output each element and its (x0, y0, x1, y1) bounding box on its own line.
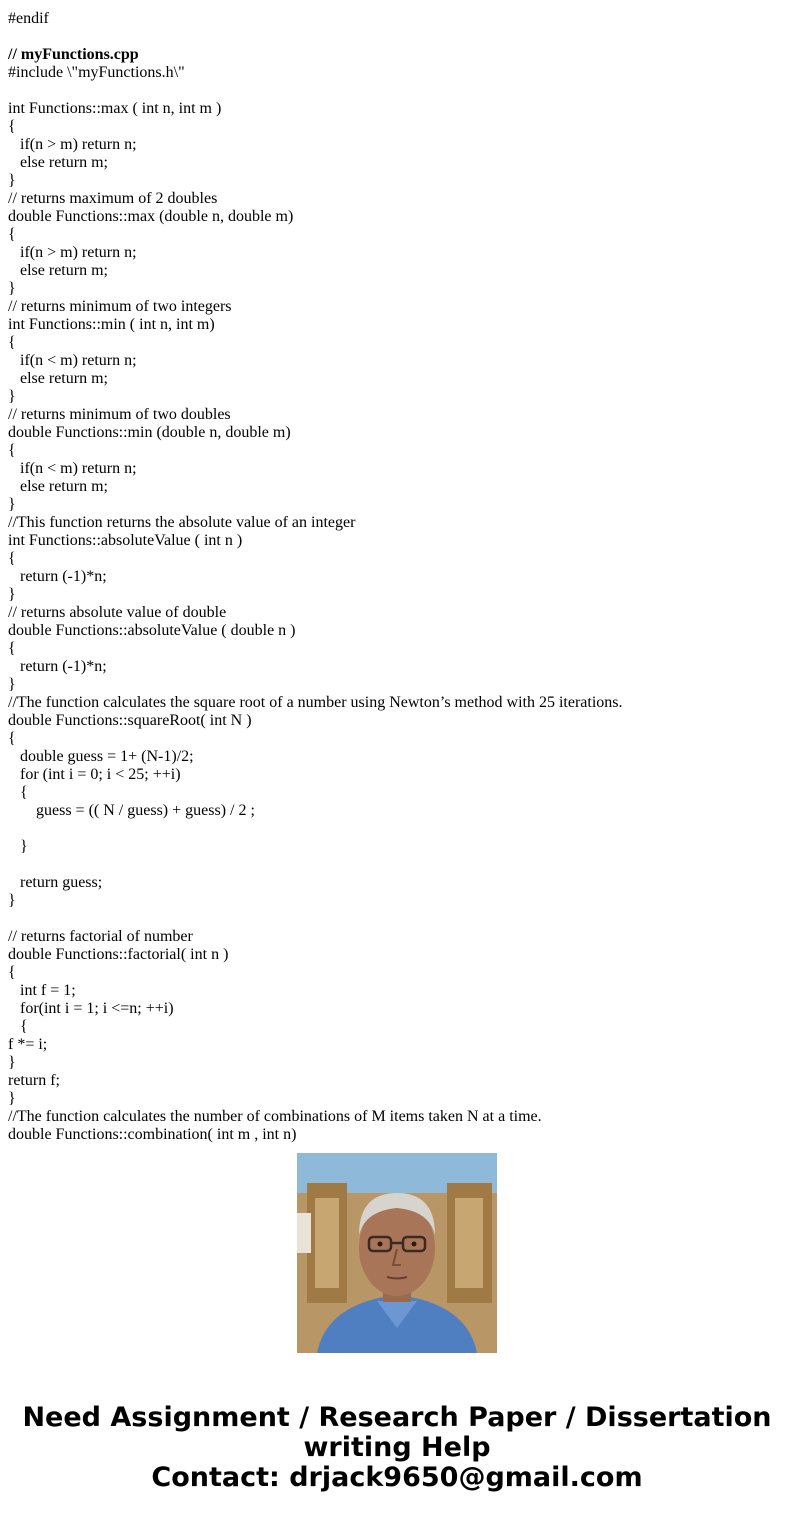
code-line: } (8, 892, 16, 909)
code-line: } (8, 676, 16, 693)
code-line: { (8, 1018, 28, 1035)
code-line: //The function calculates the number of combinations of M items taken N at a time. (8, 1108, 542, 1125)
code-line: #endif (8, 10, 49, 27)
code-line: } (8, 388, 16, 405)
code-listing (8, 10, 788, 1143)
code-line: double Functions::max (double n, double m) (8, 208, 294, 225)
code-line: int Functions::min ( int n, int m) (8, 316, 215, 333)
code-line: } (8, 838, 28, 855)
code-line: #include \"myFunctions.h\" (8, 64, 185, 81)
banner-line-1: Need Assignment / Research Paper / Dissertation (22, 1402, 772, 1433)
code-line: } (8, 1054, 16, 1071)
code-line (8, 28, 788, 46)
code-line: return (-1)*n; (8, 658, 107, 675)
code-line: } (8, 586, 16, 603)
code-line: return (-1)*n; (8, 568, 107, 585)
code-line: //This function returns the absolute value of an integer (8, 514, 356, 531)
banner-line-3: Contact: drjack9650@gmail.com (151, 1462, 643, 1493)
code-line: return f; (8, 1072, 60, 1089)
code-line: { (8, 784, 28, 801)
code-line: if(n > m) return n; (8, 136, 137, 153)
code-line: { (8, 334, 16, 351)
code-line: // returns factorial of number (8, 928, 193, 945)
code-line (8, 856, 788, 874)
code-line: { (8, 640, 16, 657)
code-line: else return m; (8, 262, 108, 279)
code-line: int Functions::max ( int n, int m ) (8, 100, 222, 117)
code-line: //The function calculates the square root of a number using Newton’s method with 25 iterations. (8, 694, 623, 711)
code-line: return guess; (8, 874, 103, 891)
code-line: f *= i; (8, 1036, 48, 1053)
code-line: // myFunctions.cpp (8, 46, 139, 63)
code-line: for(int i = 1; i <=n; ++i) (8, 1000, 174, 1017)
code-line: { (8, 550, 16, 567)
author-photo-icon (297, 1153, 497, 1353)
code-line: double Functions::absoluteValue ( double n ) (8, 622, 296, 639)
code-line (8, 820, 788, 838)
code-line: // returns minimum of two integers (8, 298, 232, 315)
code-line: } (8, 1090, 16, 1107)
code-line: else return m; (8, 478, 108, 495)
code-line: double Functions::combination( int m , int n) (8, 1126, 297, 1143)
code-line: { (8, 730, 16, 747)
code-line: // returns minimum of two doubles (8, 406, 231, 423)
code-line: { (8, 118, 16, 135)
code-line (8, 910, 788, 928)
code-line: if(n < m) return n; (8, 460, 137, 477)
code-line: { (8, 226, 16, 243)
code-line: } (8, 172, 16, 189)
code-line: } (8, 280, 16, 297)
code-line: for (int i = 0; i < 25; ++i) (8, 766, 181, 783)
banner-line-2: writing Help (303, 1432, 491, 1463)
code-line: // returns absolute value of double (8, 604, 227, 621)
code-line: else return m; (8, 154, 108, 171)
code-line: if(n > m) return n; (8, 244, 137, 261)
code-line: { (8, 442, 16, 459)
contact-banner (0, 1403, 794, 1493)
code-line: int f = 1; (8, 982, 76, 999)
code-line: { (8, 964, 16, 981)
code-line: double Functions::squareRoot( int N ) (8, 712, 252, 729)
code-line: double Functions::factorial( int n ) (8, 946, 229, 963)
code-line: double guess = 1+ (N-1)/2; (8, 748, 194, 765)
author-avatar (297, 1153, 497, 1353)
code-line: double Functions::min (double n, double m) (8, 424, 291, 441)
code-line: if(n < m) return n; (8, 352, 137, 369)
code-line: guess = (( N / guess) + guess) / 2 ; (8, 802, 255, 819)
code-line: // returns maximum of 2 doubles (8, 190, 218, 207)
code-line (8, 82, 788, 100)
code-line: else return m; (8, 370, 108, 387)
code-line: int Functions::absoluteValue ( int n ) (8, 532, 243, 549)
code-line: } (8, 496, 16, 513)
